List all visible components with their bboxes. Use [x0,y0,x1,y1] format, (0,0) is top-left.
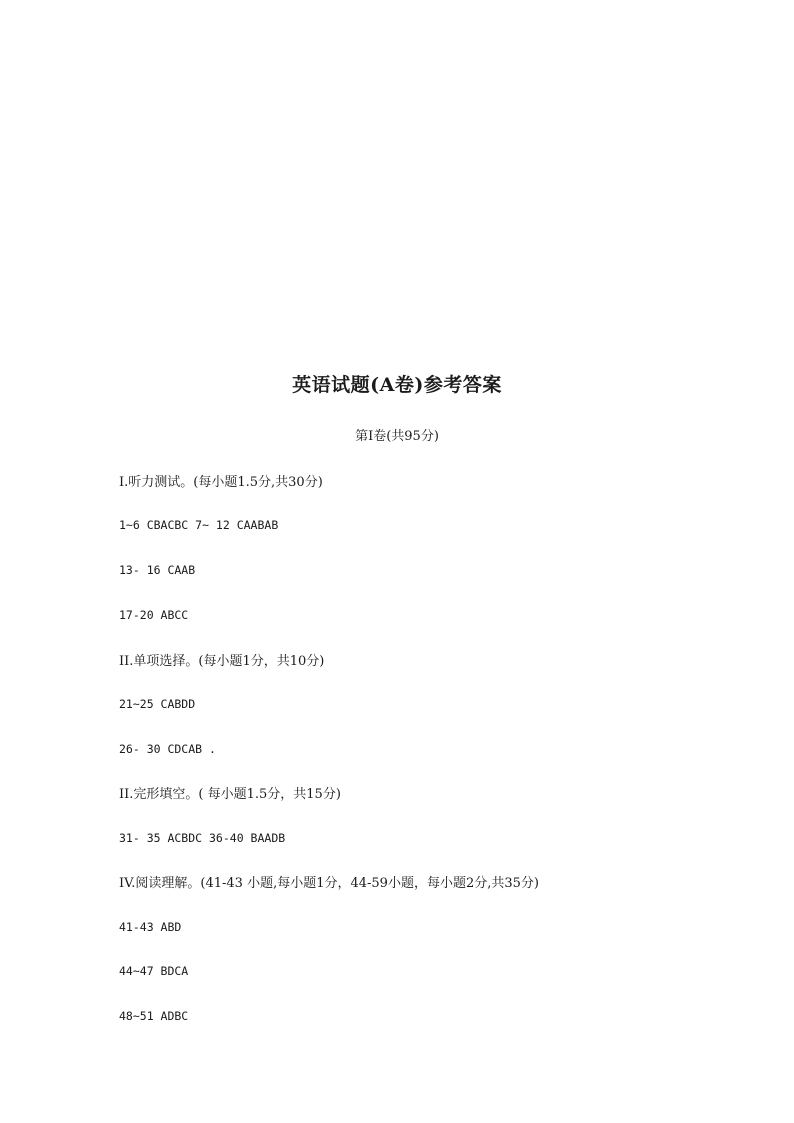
section-heading-cloze: II.完形填空。( 每小题1.5分，共15分) [119,787,341,802]
section-heading-single-choice: II.单项选择。(每小题1分，共10分) [119,654,325,669]
section-heading-reading: IV.阅读理解。(41-43 小题,每小题1分，44-59小题，每小题2分,共35分) [119,876,539,891]
answer-line: 26- 30 CDCAB . [119,742,216,756]
answer-line: 44~47 BDCA [119,964,189,978]
answer-line: 13- 16 CAAB [119,563,196,577]
answer-line: 21~25 CABDD [119,697,196,711]
document-title: 英语试题(A卷)参考答案 [292,374,502,396]
answer-line: 41-43 ABD [119,920,182,934]
section-heading-listening: I.听力测试。(每小题1.5分,共30分) [119,475,323,490]
answer-line: 17-20 ABCC [119,608,189,622]
section-subtitle: 第Ⅰ卷(共95分) [355,429,439,444]
answer-line: 48~51 ADBC [119,1009,189,1023]
answer-line: 31- 35 ACBDC 36-40 BAADB [119,831,286,845]
answer-line: 1~6 CBACBC 7~ 12 CAABAB [119,518,279,532]
